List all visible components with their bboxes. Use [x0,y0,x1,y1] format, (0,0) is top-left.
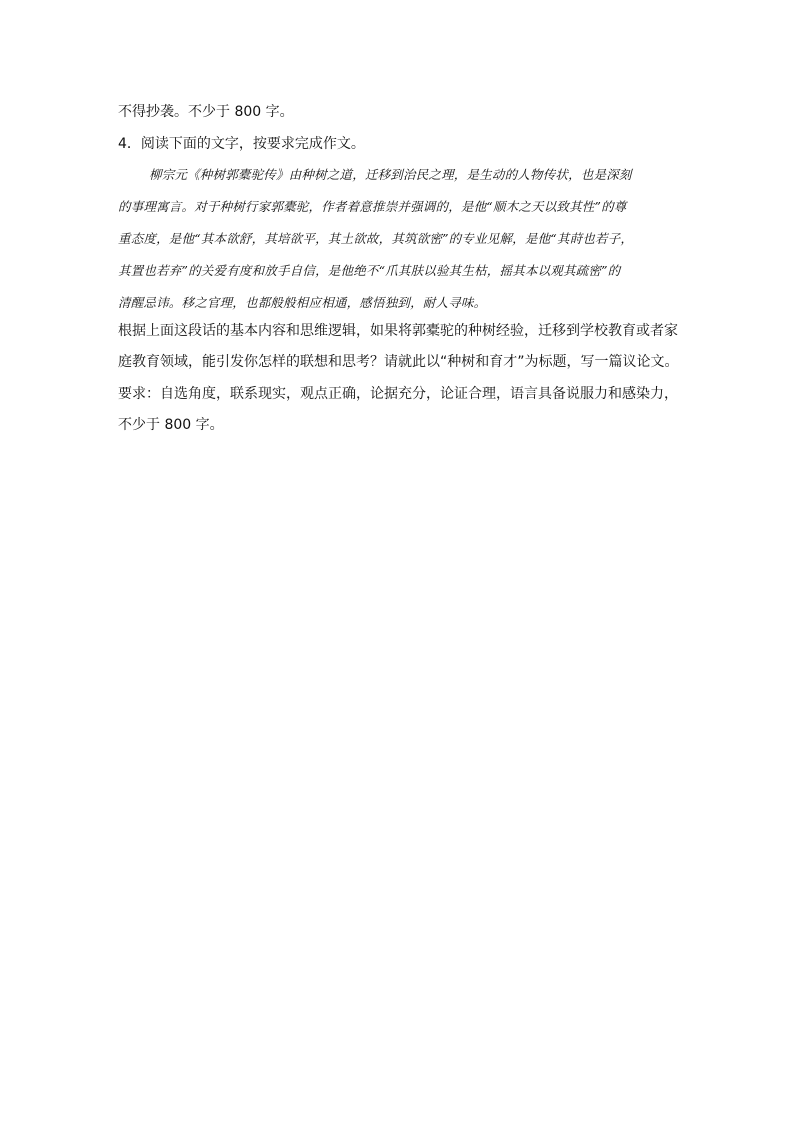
excerpt-line-1: 柳宗元《种树郭橐驼传》由种树之道，迁移到治民之理，是生动的人物传状，也是深刻 [149,167,632,182]
prompt-line-2: 庭教育领域，能引发你怎样的联想和思考？请就此以“种树和育才”为标题，写一篇议论文。 [118,354,679,370]
prompt-line-1: 根据上面这段话的基本内容和思维逻辑，如果将郭橐驼的种树经验，迁移到学校教育或者家 [118,323,678,339]
excerpt-line-2: 的事理寓言。对于种树行家郭橐驼，作者着意推崇并强调的，是他“顺木之天以致其性”的尊 [118,199,627,214]
top-requirement-line: 不得抄袭。不少于 800 字。 [118,104,294,120]
excerpt-line-5: 清醒忌讳。移之官理，也都般般相应相通，感悟独到，耐人寻味。 [118,295,487,310]
prompt-line-4: 不少于 800 字。 [118,417,224,433]
excerpt-line-4: 其置也若弃”的关爱有度和放手自信，是他绝不“爪其肤以验其生枯，摇其本以观其疏密”的 [118,263,621,278]
prompt-line-3: 要求：自选角度，联系现实，观点正确，论据充分，论证合理，语言具备说服力和感染力， [118,386,678,402]
question-heading: 4．阅读下面的文字，按要求完成作文。 [118,136,365,152]
excerpt-line-3: 重态度，是他“其本欲舒，其培欲平，其土欲故，其筑欲密”的专业见解，是他“其莳也若子， [118,231,634,246]
